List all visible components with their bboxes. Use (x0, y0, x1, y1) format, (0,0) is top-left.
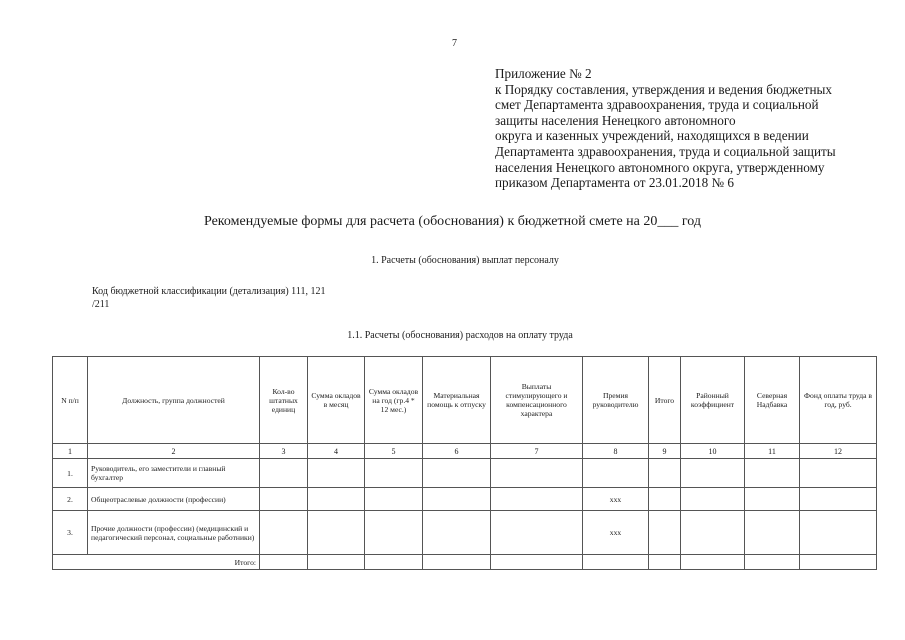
empty-cell (423, 488, 491, 511)
empty-cell (649, 555, 681, 570)
appendix-line: приказом Департамента от 23.01.2018 № 6 (495, 175, 734, 191)
header-cell: N п/п (53, 357, 88, 444)
appendix-line: смет Департамента здравоохранения, труда и социальной (495, 97, 819, 113)
empty-cell (800, 488, 877, 511)
empty-cell (681, 488, 745, 511)
column-number: 11 (745, 444, 800, 459)
column-number: 6 (423, 444, 491, 459)
appendix-line: Департамента здравоохранения, труда и социальной защиты (495, 143, 836, 159)
row-number: 2. (53, 488, 88, 511)
appendix-line: Приложение № 2 (495, 66, 592, 81)
empty-cell (365, 511, 423, 555)
column-number: 7 (491, 444, 583, 459)
header-cell: Выплаты стимулирующего и компенсационного характера (491, 357, 583, 444)
column-number: 4 (308, 444, 365, 459)
empty-cell (745, 459, 800, 488)
empty-cell (745, 488, 800, 511)
empty-cell (681, 459, 745, 488)
column-number: 2 (88, 444, 260, 459)
empty-cell (260, 511, 308, 555)
empty-cell (365, 459, 423, 488)
empty-cell (583, 555, 649, 570)
section-title: 1. Расчеты (обоснования) выплат персоналу (371, 255, 559, 266)
subsection-title: 1.1. Расчеты (обоснования) расходов на оплату труда (347, 330, 573, 341)
premium-cell: xxx (583, 488, 649, 511)
premium-cell (583, 459, 649, 488)
position-group: Общеотраслевые должности (профессии) (88, 488, 260, 511)
empty-cell (491, 511, 583, 555)
budget-classification-code (92, 286, 325, 311)
document-title: Рекомендуемые формы для расчета (обоснования) к бюджетной смете на 20___ год (203, 214, 702, 229)
empty-cell (681, 511, 745, 555)
appendix-line: к Порядку составления, утверждения и ведения бюджетных (495, 81, 832, 97)
column-number: 1 (53, 444, 88, 459)
column-number: 9 (649, 444, 681, 459)
header-cell: Премия руководителю (583, 357, 649, 444)
empty-cell (308, 459, 365, 488)
kbk-line: Код бюджетной классификации (детализация) 111, 121 (92, 286, 326, 297)
appendix-line: населения Ненецкого автономного округа, утвержденному (495, 159, 825, 175)
empty-cell (365, 555, 423, 570)
empty-cell (308, 488, 365, 511)
header-cell: Фонд оплаты труда в год, руб. (800, 357, 877, 444)
empty-cell (260, 555, 308, 570)
page-number: 7 (452, 38, 457, 49)
empty-cell (423, 511, 491, 555)
empty-cell (365, 488, 423, 511)
empty-cell (491, 459, 583, 488)
table-row (53, 511, 877, 555)
kbk-line: /211 (92, 298, 110, 310)
table-row (53, 488, 877, 511)
header-cell: Должность, группа должностей (88, 357, 260, 444)
header-cell: Районный коэффициент (681, 357, 745, 444)
header-cell: Итого (649, 357, 681, 444)
appendix-header (495, 66, 895, 191)
empty-cell (308, 555, 365, 570)
column-number: 8 (583, 444, 649, 459)
empty-cell (745, 511, 800, 555)
column-number: 5 (365, 444, 423, 459)
empty-cell (491, 555, 583, 570)
empty-cell (745, 555, 800, 570)
empty-cell (649, 511, 681, 555)
header-cell: Материальная помощь к отпуску (423, 357, 491, 444)
table-header-row (53, 357, 877, 444)
empty-cell (800, 555, 877, 570)
appendix-line: округа и казенных учреждений, находящихся в ведении (495, 128, 809, 144)
empty-cell (423, 459, 491, 488)
empty-cell (649, 488, 681, 511)
header-cell: Кол-во штатных единиц (260, 357, 308, 444)
column-number: 10 (681, 444, 745, 459)
table-row (53, 459, 877, 488)
empty-cell (649, 459, 681, 488)
total-label: Итого: (53, 555, 260, 570)
position-group: Руководитель, его заместители и главный бухгалтер (88, 459, 260, 488)
empty-cell (491, 488, 583, 511)
empty-cell (681, 555, 745, 570)
empty-cell (800, 459, 877, 488)
column-number: 12 (800, 444, 877, 459)
empty-cell (423, 555, 491, 570)
header-cell: Северная Надбавка (745, 357, 800, 444)
premium-cell: xxx (583, 511, 649, 555)
empty-cell (800, 511, 877, 555)
position-group: Прочие должности (профессии) (медицинский и педагогический персонал, социальные работники) (88, 511, 260, 555)
row-number: 3. (53, 511, 88, 555)
column-number-row (53, 444, 877, 459)
wage-calculation-table (52, 356, 877, 570)
header-cell: Сумма окладов на год (гр.4 * 12 мес.) (365, 357, 423, 444)
total-row (53, 555, 877, 570)
header-cell: Сумма окладов в месяц (308, 357, 365, 444)
column-number: 3 (260, 444, 308, 459)
appendix-line: защиты населения Ненецкого автономного (495, 112, 736, 128)
row-number: 1. (53, 459, 88, 488)
empty-cell (308, 511, 365, 555)
empty-cell (260, 459, 308, 488)
empty-cell (260, 488, 308, 511)
